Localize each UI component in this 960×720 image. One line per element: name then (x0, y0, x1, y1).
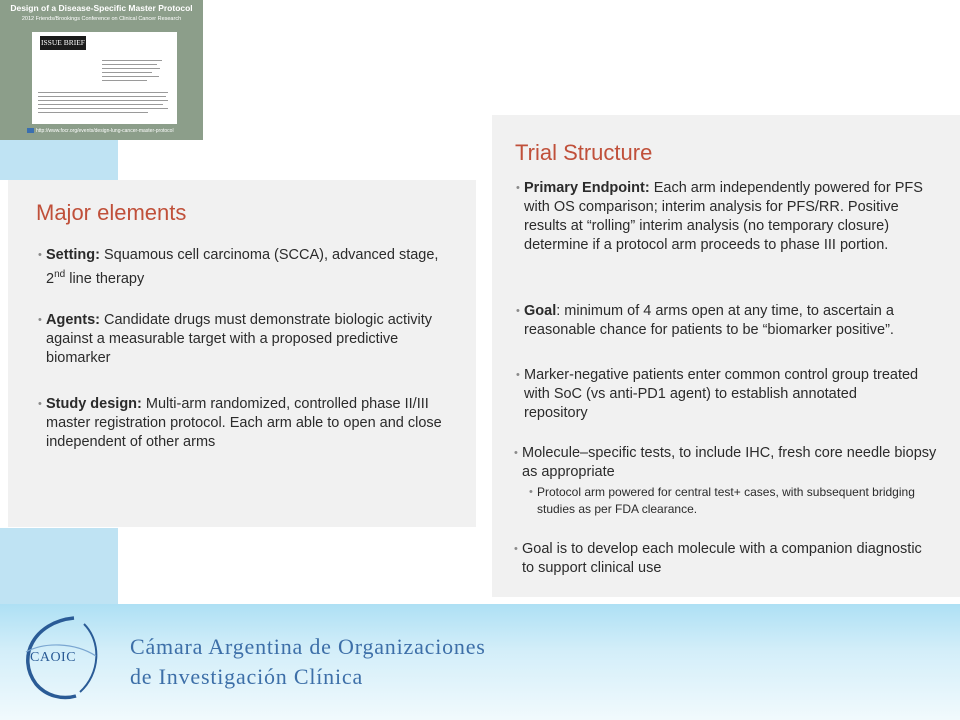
thumbnail-text-line (102, 76, 159, 77)
thumbnail-text-line (102, 72, 152, 73)
thumbnail-link[interactable]: http://www.focr.org/events/design-lung-cancer-master-protocol (36, 128, 174, 134)
bullet-goal (516, 302, 944, 340)
bullet-companion-diagnostic (514, 540, 922, 578)
bullet-study-design (38, 395, 446, 452)
thumbnail-subtitle: 2012 Friends/Brookings Conference on Clinical Cancer Research (21, 16, 182, 22)
bullet-text: Each arm independently powered for PFS with OS comparison; interim analysis for PFS/RR. Positive results at “rolling” interim analysis (no temporary closure) determine if a protocol arm proceeds to phase III portion. (524, 180, 923, 253)
bullet-label: Study design: (46, 396, 142, 412)
bullet-text: : minimum of 4 arms open at any time, to ascertain a reasonable chance for patients to be “biomarker positive”. (524, 303, 894, 338)
thumbnail-text-line (38, 96, 166, 97)
bullet-marker-negative (516, 366, 924, 423)
bullet-label: Goal (524, 303, 557, 319)
bullet-text: Protocol arm powered for central test+ cases, with subsequent bridging studies as per FDA clearance. (537, 485, 915, 516)
bullet-text: Goal is to develop each molecule with a companion diagnostic to support clinical use (522, 541, 922, 576)
bullet-dot: • (514, 447, 518, 459)
org-name-line2: de Investigación Clínica (130, 664, 364, 689)
bullet-dot: • (516, 305, 520, 317)
bullet-text: Candidate drugs must demonstrate biologic activity against a measurable target with a proposed predictive biomarker (46, 312, 433, 366)
bullet-agents (38, 311, 436, 368)
bullet-text: Squamous cell carcinoma (SCCA), advanced stage, 2 (46, 247, 439, 287)
major-elements-heading: Major elements (36, 200, 187, 225)
thumbnail-text-line (102, 64, 157, 65)
thumbnail-text-line (102, 80, 147, 81)
bullet-text: Molecule–specific tests, to include IHC, fresh core needle biopsy as appropriate (522, 445, 937, 480)
accent-block-top (0, 140, 118, 180)
issue-brief-badge: ISSUE BRIEF (40, 36, 86, 50)
bullet-dot: • (529, 486, 533, 498)
bullet-dot: • (38, 398, 42, 410)
link-icon (27, 128, 34, 133)
bullet-dot: • (38, 314, 42, 326)
accent-block-bottom (0, 528, 118, 608)
bullet-primary-endpoint (516, 179, 944, 255)
thumbnail-title: Design of a Disease-Specific Master Protocol (10, 3, 193, 13)
bullet-text: Marker-negative patients enter common control group treated with SoC (vs anti-PD1 agent) to establish annotated repository (524, 367, 919, 421)
thumbnail-text-line (102, 68, 160, 69)
bullet-label: Setting: (46, 247, 100, 263)
thumbnail-text-line (38, 92, 168, 93)
bullet-superscript: nd (54, 269, 66, 280)
bullet-dot: • (516, 369, 520, 381)
bullet-setting (38, 246, 456, 289)
bullet-dot: • (516, 182, 520, 194)
trial-structure-heading: Trial Structure (515, 140, 653, 165)
sub-bullet-protocol-arm (529, 484, 937, 518)
bullet-molecule-tests (514, 444, 942, 482)
thumbnail-text-line (38, 100, 168, 101)
bullet-dot: • (514, 543, 518, 555)
thumbnail-text-line (38, 108, 168, 109)
issue-brief-thumbnail (0, 0, 203, 140)
thumbnail-document (32, 32, 177, 124)
thumbnail-text-line (38, 104, 163, 105)
footer-band (0, 604, 960, 720)
thumbnail-text-line (38, 112, 148, 113)
bullet-label: Primary Endpoint: (524, 180, 650, 196)
bullet-label: Agents: (46, 312, 100, 328)
bullet-dot: • (38, 249, 42, 261)
thumbnail-text-line (102, 60, 162, 61)
bullet-text: line therapy (65, 270, 145, 287)
bullet-text: Multi-arm randomized, controlled phase II/III master registration protocol. Each arm able to open and close independent of other arms (46, 396, 442, 450)
org-name-line1: Cámara Argentina de Organizaciones (130, 634, 486, 659)
logo-text: CAOIC (30, 650, 77, 665)
